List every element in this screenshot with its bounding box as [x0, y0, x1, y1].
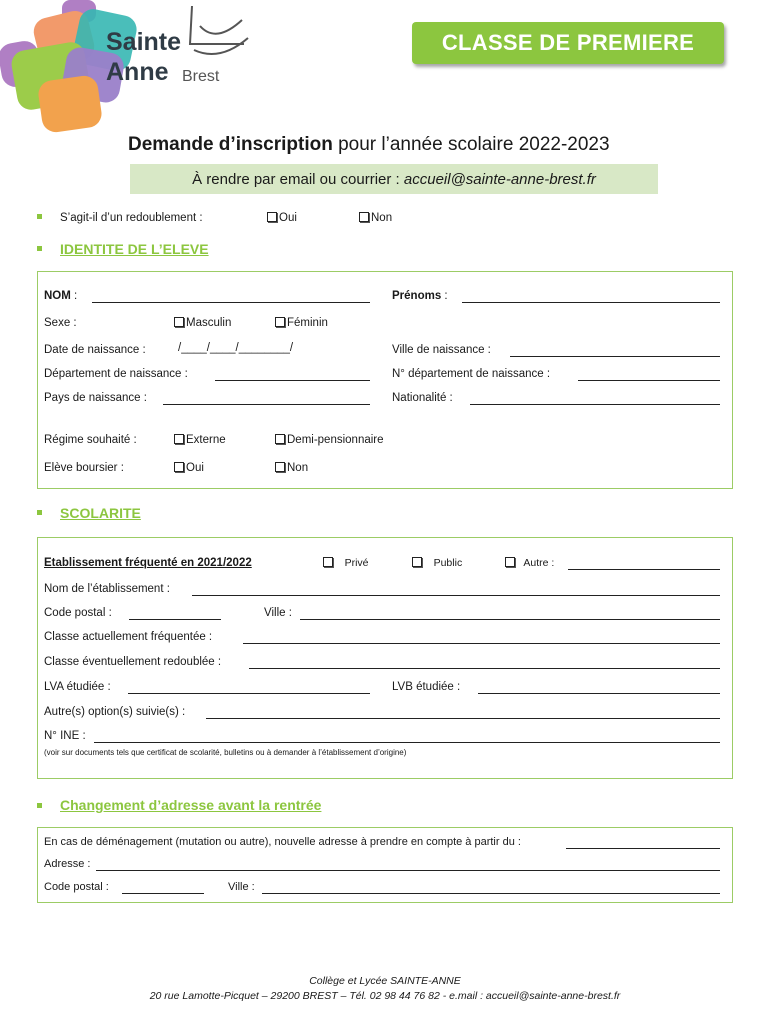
- sail-icon: [186, 4, 256, 66]
- checkbox-masculin[interactable]: [174, 317, 184, 327]
- classe-actuelle-label: Classe actuellement fréquentée :: [44, 631, 213, 643]
- bullet-icon: [37, 803, 42, 808]
- lva-label: LVA étudiée :: [44, 681, 111, 693]
- ine-label: N° INE :: [44, 730, 86, 742]
- classe-redoublee-field[interactable]: [249, 668, 720, 669]
- autre-option: [505, 557, 554, 569]
- prenoms-sep: :: [441, 290, 448, 302]
- prenoms-label: [392, 290, 448, 302]
- options-label: Autre(s) option(s) suivie(s) :: [44, 706, 186, 718]
- lva-field[interactable]: [128, 693, 370, 694]
- lvb-label: LVB étudiée :: [392, 681, 461, 693]
- pays-label: Pays de naissance :: [44, 392, 147, 404]
- ville-field[interactable]: [300, 619, 720, 620]
- checkbox-prive[interactable]: [323, 557, 333, 567]
- num-departement-label: N° département de naissance :: [392, 368, 551, 380]
- section-title-eleve: IDENTITE DE L’ELEVE: [60, 241, 209, 257]
- boursier-non-label: Non: [287, 462, 309, 474]
- checkbox-redoublement-non[interactable]: [359, 212, 369, 222]
- adresse-ville-label: Ville :: [228, 881, 255, 893]
- public-option: [412, 557, 462, 569]
- num-departement-field[interactable]: [578, 380, 720, 381]
- ville-naissance-label: Ville de naissance :: [392, 344, 491, 356]
- nationalite-label: Nationalité :: [392, 392, 453, 404]
- classe-actuelle-field[interactable]: [243, 643, 720, 644]
- footer-school-name: Collège et Lycée SAINTE-ANNE: [309, 975, 461, 987]
- adresse-code-postal-field[interactable]: [122, 893, 204, 894]
- nom-sep: :: [70, 290, 78, 302]
- class-banner: CLASSE DE PREMIERE: [412, 22, 724, 64]
- bullet-icon: [37, 214, 42, 219]
- feminin-label: Féminin: [287, 317, 328, 329]
- sexe-label: Sexe :: [44, 317, 77, 329]
- checkbox-feminin[interactable]: [275, 317, 285, 327]
- section-title-scolarite: SCOLARITE: [60, 505, 141, 521]
- autre-label: Autre :: [523, 557, 555, 569]
- boursier-oui-label: Oui: [186, 462, 204, 474]
- pays-field[interactable]: [163, 404, 370, 405]
- prenoms-field[interactable]: [462, 302, 720, 303]
- nationalite-field[interactable]: [470, 404, 720, 405]
- etablissement-frequente-label: Etablissement fréquenté en 2021/2022: [44, 557, 252, 569]
- lvb-field[interactable]: [478, 693, 720, 694]
- contact-email: accueil@sainte-anne-brest.fr: [403, 170, 596, 188]
- boursier-non-option: [275, 462, 308, 474]
- departement-label: Département de naissance :: [44, 368, 188, 380]
- prive-label: Privé: [344, 557, 369, 569]
- public-label: Public: [433, 557, 463, 569]
- nom-label-text: NOM: [44, 290, 71, 302]
- checkbox-public[interactable]: [412, 557, 422, 567]
- bullet-icon: [37, 510, 42, 515]
- demi-pension-label: Demi-pensionnaire: [287, 434, 384, 446]
- code-postal-label: Code postal :: [44, 607, 112, 619]
- options-field[interactable]: [206, 718, 720, 719]
- nom-etab-field[interactable]: [192, 595, 720, 596]
- section-title-adresse: Changement d’adresse avant la rentrée: [60, 797, 322, 813]
- classe-redoublee-label: Classe éventuellement redoublée :: [44, 656, 222, 668]
- adresse-label: Adresse :: [44, 858, 91, 870]
- nom-field[interactable]: [92, 302, 370, 303]
- instructions-bar: [130, 164, 658, 194]
- nom-etab-label: Nom de l’établissement :: [44, 583, 170, 595]
- code-postal-field[interactable]: [129, 619, 221, 620]
- date-naissance-field[interactable]: /____/____/________/: [178, 342, 294, 354]
- brand-name-2: Anne: [106, 58, 169, 86]
- regime-label: Régime souhaité :: [44, 434, 137, 446]
- ville-naissance-field[interactable]: [510, 356, 720, 357]
- externe-label: Externe: [186, 434, 226, 446]
- brand-name: Sainte: [106, 28, 182, 56]
- adresse-code-postal-label: Code postal :: [44, 881, 109, 893]
- ine-field[interactable]: [94, 742, 720, 743]
- checkbox-autre[interactable]: [505, 557, 515, 567]
- redoublement-non-label: Non: [371, 212, 393, 224]
- masculin-option: [174, 317, 231, 329]
- prive-option: [323, 557, 369, 569]
- date-naissance-label: Date de naissance :: [44, 344, 146, 356]
- departement-field[interactable]: [215, 380, 370, 381]
- redoublement-label: S’agit-il d’un redoublement :: [60, 212, 203, 224]
- brand-city: Brest: [182, 68, 220, 85]
- boursier-oui-option: [174, 462, 204, 474]
- title-rest: pour l’année scolaire 2022-2023: [332, 134, 610, 155]
- adresse-field[interactable]: [96, 870, 720, 871]
- externe-option: [174, 434, 226, 446]
- adresse-ville-field[interactable]: [262, 893, 720, 894]
- title-bold: Demande d’inscription: [128, 134, 333, 155]
- boursier-label: Elève boursier :: [44, 462, 124, 474]
- checkbox-demi-pension[interactable]: [275, 434, 285, 444]
- masculin-label: Masculin: [186, 317, 232, 329]
- checkbox-externe[interactable]: [174, 434, 184, 444]
- redoublement-non: [359, 212, 392, 224]
- redoublement-oui-label: Oui: [279, 212, 297, 224]
- demenagement-date-field[interactable]: [566, 848, 720, 849]
- checkbox-boursier-non[interactable]: [275, 462, 285, 472]
- nom-label: [44, 290, 77, 302]
- autre-field[interactable]: [568, 569, 720, 570]
- prenoms-label-text: Prénoms: [392, 290, 442, 302]
- demenagement-label: En cas de déménagement (mutation ou autre), nouvelle adresse à prendre en compte à partir du :: [44, 836, 521, 848]
- page-title: [128, 134, 610, 156]
- redoublement-oui: [267, 212, 297, 224]
- ville-label: Ville :: [264, 607, 292, 619]
- feminin-option: [275, 317, 328, 329]
- instructions-text: À rendre par email ou courrier :: [192, 170, 400, 188]
- footer-address: 20 rue Lamotte-Picquet – 29200 BREST – Tél. 02 98 44 76 82 - e.mail : accueil@sainte-anne-brest.fr: [149, 990, 621, 1002]
- ine-note: (voir sur documents tels que certificat de scolarité, bulletins ou à demander à l’établissement d’origine): [44, 748, 407, 757]
- checkbox-redoublement-oui[interactable]: [267, 212, 277, 222]
- checkbox-boursier-oui[interactable]: [174, 462, 184, 472]
- demi-pension-option: [275, 434, 384, 446]
- bullet-icon: [37, 246, 42, 251]
